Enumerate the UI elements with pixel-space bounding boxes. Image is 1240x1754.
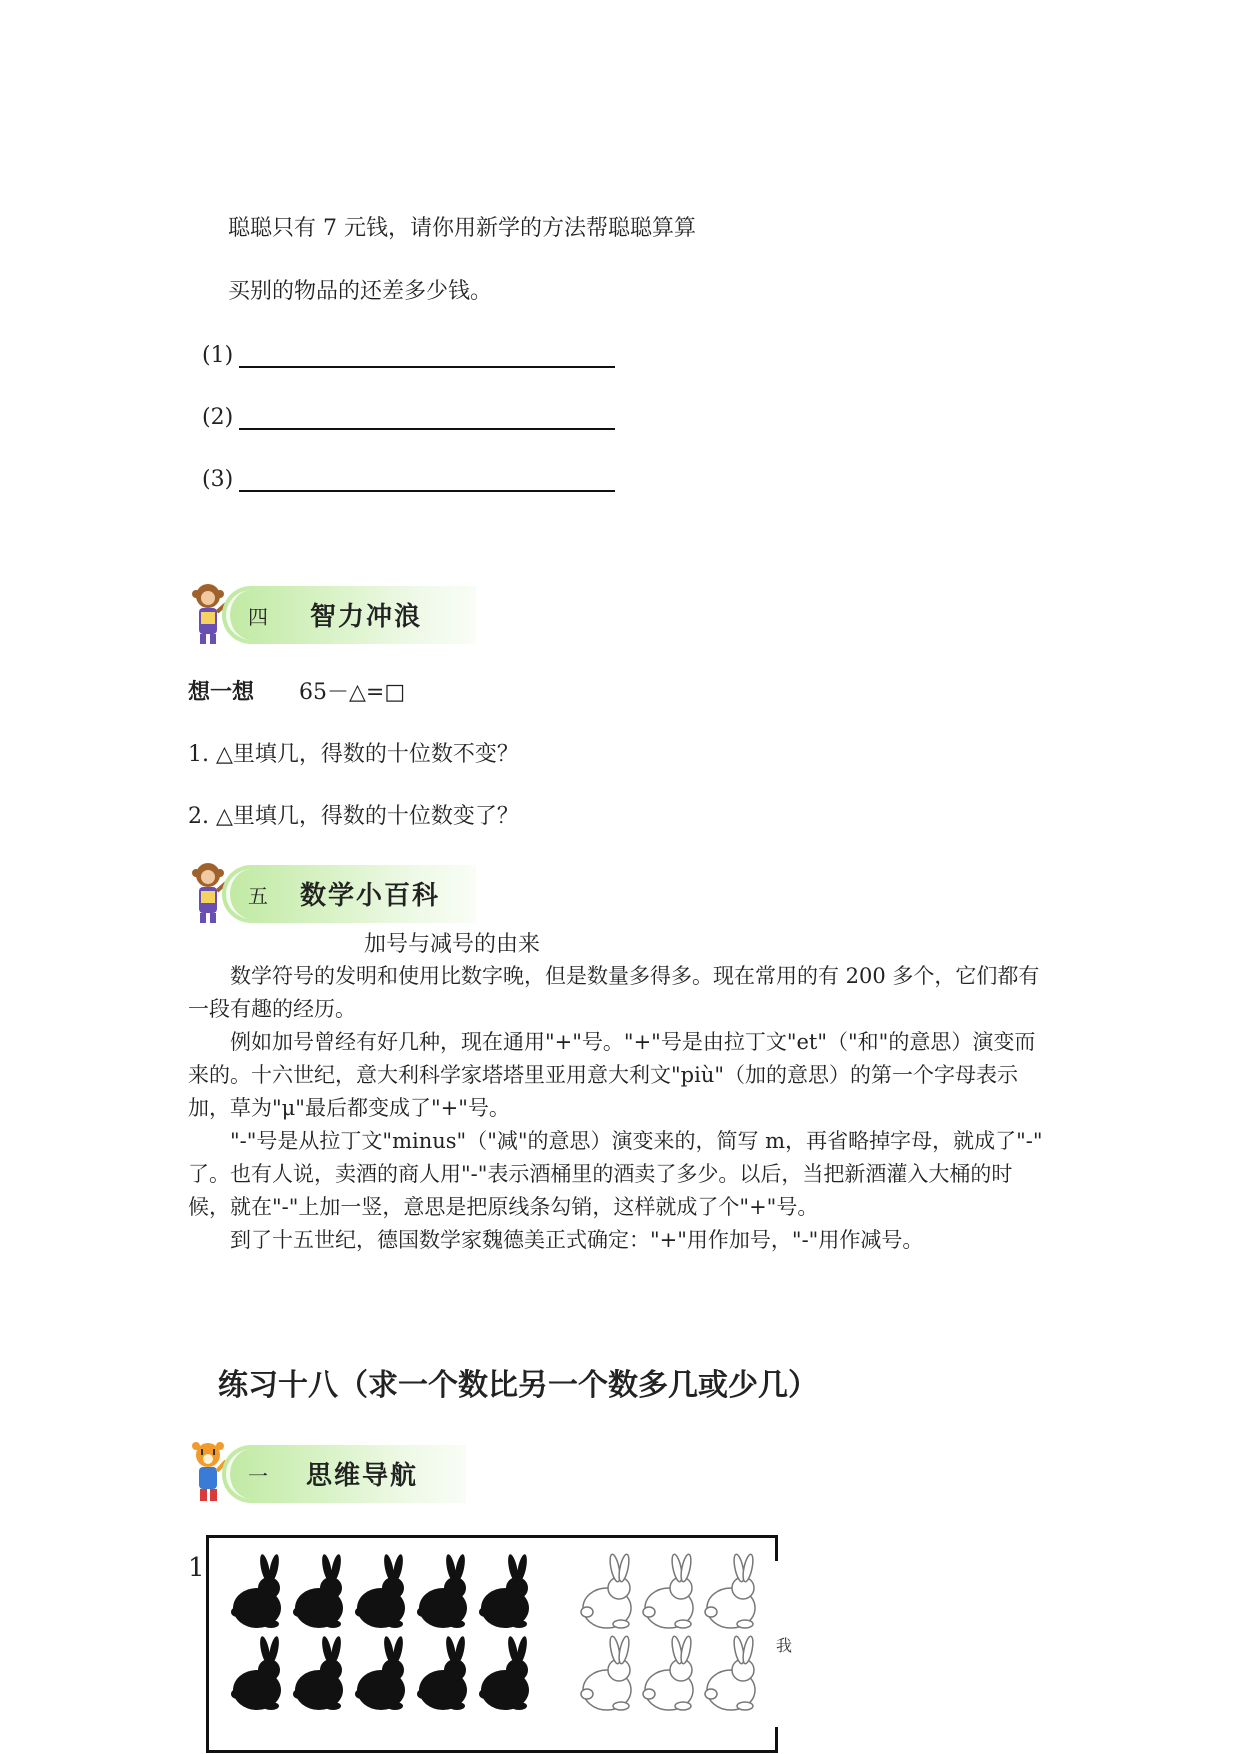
article-line: 数学符号的发明和使用比数字晚，但是数量多得多。现在常用的有 200 多个，它们都有 [230, 964, 1040, 988]
article-line: "-"号是从拉丁文"minus"（"减"的意思）演变来的，简写 m，再省略掉字母，就成了"-" [230, 1129, 1043, 1153]
section-1-banner [186, 1441, 466, 1505]
intro-line-1: 聪聪只有 7 元钱，请你用新学的方法帮聪聪算算 [228, 216, 696, 241]
section-5-banner [186, 861, 476, 925]
frame-corner [775, 1727, 778, 1753]
article-line: 了。也有人说，卖酒的商人用"-"表示酒桶里的酒卖了多少。以后，当把新酒灌入大桶的时 [188, 1162, 1013, 1186]
article-body [188, 960, 1043, 1257]
article-line: 来的。十六世纪，意大利科学家塔塔里亚用意大利文"più"（加的意思）的第一个字母表示 [188, 1063, 1018, 1087]
blank-label: (1) [202, 343, 234, 368]
article-title: 加号与减号的由来 [364, 932, 541, 957]
blank-line[interactable] [239, 462, 615, 492]
think-question-1: 1. △里填几，得数的十位数不变？ [188, 742, 519, 767]
frame-corner [775, 1535, 778, 1561]
think-label: 想一想 [188, 679, 255, 705]
section-number: 五 [248, 884, 268, 908]
article-line: 加，草为"μ"最后都变成了"+"号。 [188, 1096, 510, 1120]
blank-line[interactable] [239, 400, 615, 430]
answer-blank-1[interactable] [202, 338, 615, 368]
article-line: 一段有趣的经历。 [188, 997, 356, 1021]
section-title: 思维导航 [306, 1461, 419, 1491]
article-line: 例如加号曾经有好几种，现在通用"+"号。"+"号是由拉丁文"et"（"和"的意思）演变而 [230, 1030, 1036, 1054]
rabbit-picture [206, 1535, 775, 1753]
blank-label: (2) [202, 405, 234, 430]
think-question-2: 2. △里填几，得数的十位数变了？ [188, 804, 519, 829]
think-row [188, 677, 405, 708]
exercise-title: 练习十八（求一个数比另一个数多几或少几） [218, 1368, 818, 1403]
problem-number: 1 [188, 1553, 205, 1583]
section-number: 四 [248, 605, 268, 629]
blank-label: (3) [202, 467, 234, 492]
side-character: 我 [776, 1636, 793, 1655]
article-line: 候，就在"-"上加一竖，意思是把原线条勾销，这样就成了个"+"号。 [188, 1195, 819, 1219]
section-title: 智力冲浪 [310, 602, 423, 632]
section-number: 一 [248, 1464, 268, 1488]
section-4-banner [186, 582, 476, 646]
article-line: 到了十五世纪，德国数学家魏德美正式确定："+"用作加号，"-"用作减号。 [230, 1228, 924, 1252]
rabbits-illustration [209, 1538, 775, 1750]
think-expression: 65－△=□ [299, 680, 406, 705]
blank-line[interactable] [239, 338, 615, 368]
answer-blank-3[interactable] [202, 462, 615, 492]
intro-line-2: 买别的物品的还差多少钱。 [228, 279, 493, 304]
answer-blank-2[interactable] [202, 400, 615, 430]
section-title: 数学小百科 [300, 881, 441, 911]
